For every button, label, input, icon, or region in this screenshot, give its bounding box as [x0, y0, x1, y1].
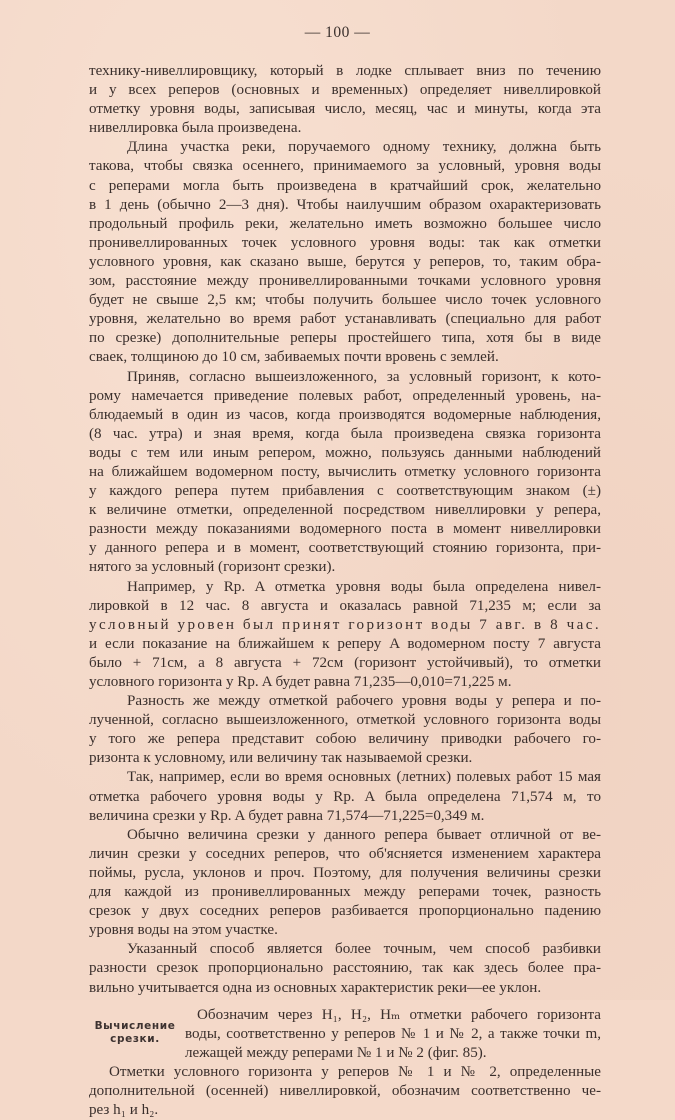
page-number: — 100 —: [304, 24, 371, 41]
text-line: (8 час. утра) и зная время, когда была произведена связка горизонта: [89, 425, 601, 442]
side-heading: [89, 1020, 181, 1046]
text-line: Например, у Rp. A отметка уровня воды была определена нивел-: [127, 578, 601, 595]
text-line: такова, чтобы связка осеннего, принимаемого за условный, уровня воды: [89, 158, 601, 175]
text-line: разности между показаниями водомерного поста в момент нивеллировки: [89, 521, 601, 538]
text-line: и если показание на ближайшем к реперу A водомерном посту 7 августа: [89, 635, 601, 652]
paragraph: [89, 826, 601, 941]
side-heading-line: Вычисление: [94, 1019, 176, 1032]
text-line: пронивеллированных точек условного уровня воды: так как отметки: [89, 234, 601, 251]
text-line: Разность же между отметкой рабочего уровня воды у репера и по-: [127, 693, 601, 710]
text-line: личин срезки у соседних реперов, что об'ясняется изменением характера: [89, 845, 601, 862]
text-line: у данного репера и в момент, соответствующий стоянию горизонта, при-: [89, 540, 601, 557]
text-line: уровня воды на этом участке.: [89, 922, 278, 939]
paragraph: [89, 368, 601, 578]
body-text: [89, 62, 601, 1120]
text-line: рез h₁ и h₂.: [89, 1102, 159, 1119]
text-line: воды, соответственно у реперов № 1 и № 2, а также точки m,: [185, 1025, 601, 1042]
text-line: условного горизонта у Rp. A будет равна 71,235—0,010=71,225 м.: [89, 674, 512, 690]
text-line: лежащей между реперами № 1 и № 2 (фиг. 85).: [185, 1044, 487, 1061]
text-line: дополнительной (осенней) нивеллировкой, обозначим соответственно че-: [89, 1082, 601, 1099]
text-line: условного уровня, как сказано выше, берутся у реперов, то, таким обра-: [89, 253, 601, 270]
text-line: в 1 день (обычно 2—3 дня). Чтобы наилучшим образом охарактеризовать: [89, 196, 601, 213]
text-line-spaced: условный уровен был принят горизонт воды 7 авг. в 8 час.: [89, 616, 601, 633]
text-line: с реперами могла быть произведена в кратчайший срок, желательно: [89, 177, 601, 194]
text-line: Так, например, если во время основных (летних) полевых работ 15 мая: [127, 769, 601, 786]
text-line: и у всех реперов (основных и временных) определяет нивеллировкой: [89, 82, 601, 99]
text-line: ризонта к условному, или величину так называемой срезки.: [89, 750, 473, 767]
text-line: Обычно величина срезки у данного репера бывает отличной от ве-: [127, 826, 601, 843]
text-line: рому намечается приведение полевых работ, определенный уровень, на-: [89, 387, 601, 404]
text-line: величина срезки у Rp. A будет равна 71,574—71,225=0,349 м.: [89, 807, 485, 824]
text-line: лученной, согласно вышеизложенного, отметкой условного горизонта воды: [89, 712, 601, 729]
text-line: воды с тем или иным репером, можно, пользуясь данными наблюдений: [89, 444, 601, 461]
paragraph: [89, 62, 601, 138]
text-line: срезок у двух соседних реперов разбивается пропорционально падению: [89, 903, 601, 920]
text-line: отметка рабочего уровня воды у Rp. A была определена 71,574 м, то: [89, 788, 601, 805]
text-line: разности срезок пропорционально расстоянию, так как здесь более пра-: [89, 960, 601, 977]
text-line: у каждого репера путем прибавления с соответствующим знаком (±): [89, 483, 601, 500]
text-line: блюдаемый в один из часов, когда производятся водомерные наблюдения,: [89, 406, 601, 423]
text-line: уровня, желательно во время работ устанавливать (специально для работ: [89, 311, 601, 328]
paragraph: [89, 1063, 601, 1120]
text-line: отметку уровня воды, записывая число, месяц, час и минуты, когда эта: [89, 101, 601, 118]
paragraph: [89, 578, 601, 693]
text-line: у того же репера представит собою величину приводки рабочего го-: [89, 731, 601, 748]
paragraph: [89, 692, 601, 768]
text-line: к величине отметки, определенной посредством нивеллировки у репера,: [89, 502, 601, 519]
text-line: поймы, русла, уклонов и проч. Поэтому, для получения величины срезки: [89, 864, 601, 881]
text-line: по срезке) дополнительные реперы простейшего типа, хотя бы в виде: [89, 330, 601, 347]
text-line: зом, расстояние между пронивеллированными точками условного уровня: [89, 273, 601, 290]
text-line: Приняв, согласно вышеизложенного, за условный горизонт, к кото-: [127, 368, 601, 385]
text-line: сваек, толщиною до 10 см, забиваемых почти вровень с землей.: [89, 349, 499, 366]
text-line: Обозначим через H₁, H₂, Hₘ отметки рабочего горизонта: [197, 1006, 601, 1023]
text-line: нивеллировка была произведена.: [89, 120, 302, 137]
text-line: лировкой в 12 час. 8 августа и оказалась равной 71,235 м; если за: [89, 597, 601, 614]
text-line: Отметки условного горизонта у реперов № 1 и № 2, определенные: [109, 1063, 601, 1080]
text-line: на ближайшем водомерном посту, вычислить отметку условного горизонта: [89, 463, 601, 480]
text-line: было + 71см, а 8 августа + 72см (горизонт устойчивый), то отметки: [89, 654, 601, 671]
paragraph: [89, 768, 601, 825]
text-line: Длина участка реки, поручаемого одному технику, должна быть: [127, 139, 601, 156]
text-line: продольный профиль реки, желательно иметь возможно большее число: [89, 215, 601, 232]
text-line: будет не свыше 2,5 км; чтобы получить большее число точек условного: [89, 292, 601, 309]
text-line: нятого за условный (горизонт срезки).: [89, 559, 336, 576]
text-line: вильно учитывается одна из основных характеристик реки—ее уклон.: [89, 979, 542, 996]
side-heading-line: срезки.: [110, 1032, 160, 1045]
side-text: [185, 1006, 601, 1063]
text-line: Указанный способ является более точным, чем способ разбивки: [127, 941, 601, 958]
paragraph: [89, 940, 601, 997]
paragraph-with-side-heading: [89, 1006, 601, 1063]
text-line: технику-нивеллировщику, который в лодке сплывает вниз по течению: [89, 63, 601, 79]
paragraph: [89, 138, 601, 367]
text-line: для каждой из пронивеллированных между реперами точек, разность: [89, 884, 601, 901]
